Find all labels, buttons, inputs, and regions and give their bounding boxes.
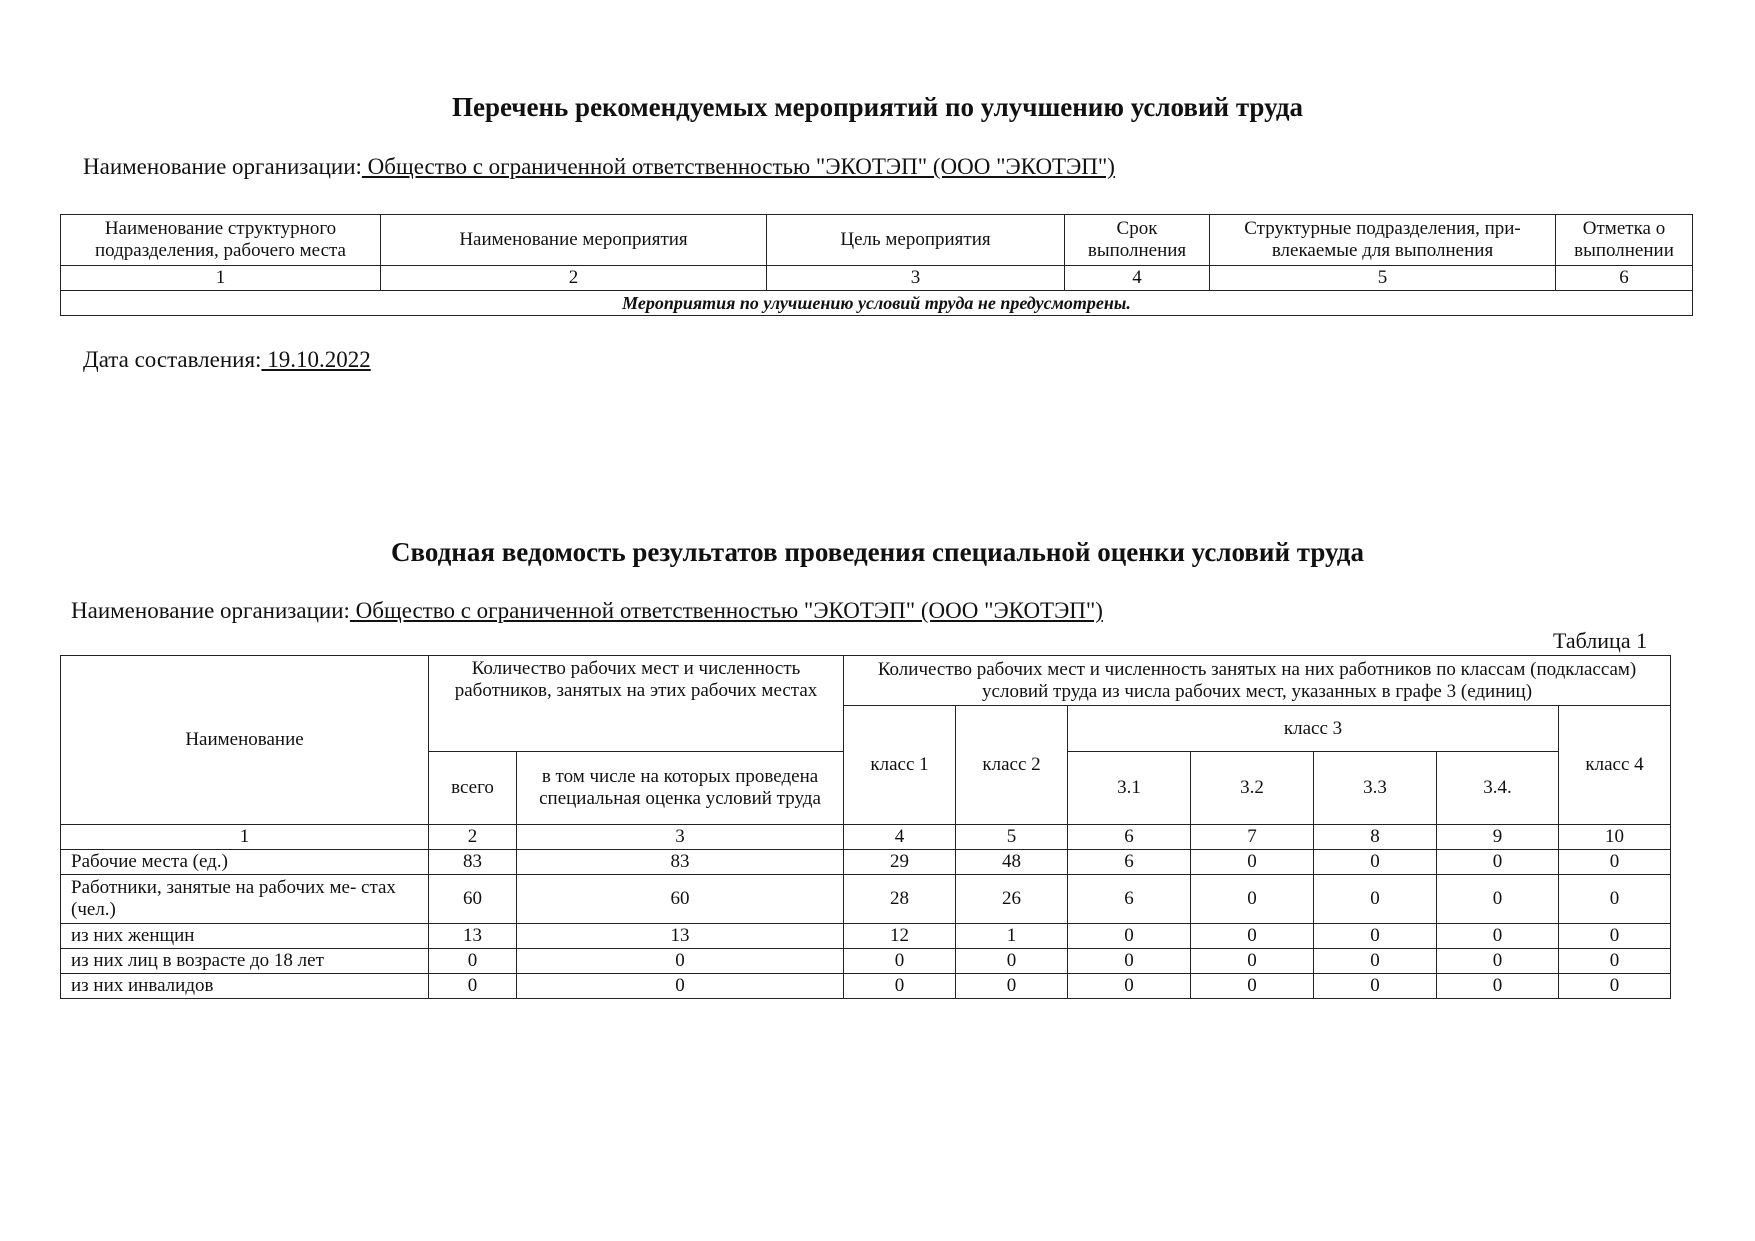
header-sub-3-3: 3.3 <box>1314 752 1437 825</box>
cell-value: 0 <box>429 974 517 999</box>
cell-value: 60 <box>429 875 517 924</box>
header-name: Наименование <box>61 656 429 825</box>
date-value: 19.10.2022 <box>261 347 371 372</box>
table-row <box>61 924 1671 949</box>
cell-value: 6 <box>1068 875 1191 924</box>
date-label: Дата составления: <box>83 347 262 372</box>
org-label: Наименование организации: <box>83 154 362 179</box>
header-class2: класс 2 <box>956 706 1068 825</box>
section2-org-line <box>71 598 1103 624</box>
column-number: 4 <box>1065 266 1210 291</box>
header-group1: Количество рабочих мест и численность работников, занятых на этих рабочих местах <box>429 656 844 752</box>
cell-value: 0 <box>844 949 956 974</box>
cell-value: 0 <box>1437 974 1559 999</box>
cell-value: 6 <box>1068 850 1191 875</box>
cell-value: 29 <box>844 850 956 875</box>
table-row <box>61 974 1671 999</box>
org-value: Общество с ограниченной ответственностью "ЭКОТЭП" (ООО "ЭКОТЭП") <box>361 154 1115 179</box>
header-assessed: в том числе на которых проведена специальная оценка условий труда <box>517 752 844 825</box>
cell-value: 1 <box>956 924 1068 949</box>
cell-value: 0 <box>1191 850 1314 875</box>
table-row <box>61 850 1671 875</box>
measures-number-row <box>61 266 1693 291</box>
cell-value: 0 <box>517 949 844 974</box>
measures-table <box>60 214 1693 316</box>
cell-value: 83 <box>517 850 844 875</box>
header-class3: класс 3 <box>1068 706 1559 752</box>
column-number: 3 <box>767 266 1065 291</box>
header-cell: Срок выполнения <box>1065 215 1210 266</box>
section2-title: Сводная ведомость результатов проведения специальной оценки условий труда <box>391 537 1364 567</box>
header-cell: Отметка о выполнении <box>1556 215 1693 266</box>
cell-value: 0 <box>844 974 956 999</box>
row-name: Рабочие места (ед.) <box>61 850 429 875</box>
header-total: всего <box>429 752 517 825</box>
cell-value: 0 <box>1314 924 1437 949</box>
org-label: Наименование организации: <box>71 598 350 623</box>
summary-header-row-1 <box>61 656 1671 706</box>
cell-value: 0 <box>1314 850 1437 875</box>
cell-value: 0 <box>956 949 1068 974</box>
measures-note: Мероприятия по улучшению условий труда не предусмотрены. <box>61 291 1693 316</box>
header-cell: Цель мероприятия <box>767 215 1065 266</box>
cell-value: 83 <box>429 850 517 875</box>
header-sub-3-1: 3.1 <box>1068 752 1191 825</box>
column-number: 7 <box>1191 825 1314 850</box>
cell-value: 0 <box>1068 924 1191 949</box>
cell-value: 0 <box>429 949 517 974</box>
column-number: 1 <box>61 266 381 291</box>
cell-value: 0 <box>1559 949 1671 974</box>
header-group2: Количество рабочих мест и численность занятых на них работников по классам (подклассам) условий труда из числа рабочих мест, указанных в графе 3 (единиц) <box>844 656 1671 706</box>
summary-table <box>60 655 1671 999</box>
column-number: 2 <box>381 266 767 291</box>
cell-value: 26 <box>956 875 1068 924</box>
section1-org-line <box>83 154 1115 180</box>
summary-number-row <box>61 825 1671 850</box>
column-number: 2 <box>429 825 517 850</box>
header-sub-3-2: 3.2 <box>1191 752 1314 825</box>
column-number: 6 <box>1556 266 1693 291</box>
cell-value: 48 <box>956 850 1068 875</box>
table-number: Таблица 1 <box>1553 628 1648 653</box>
row-name: из них женщин <box>61 924 429 949</box>
table-row <box>61 949 1671 974</box>
measures-note-row <box>61 291 1693 316</box>
cell-value: 0 <box>1314 875 1437 924</box>
column-number: 5 <box>1210 266 1556 291</box>
row-name: Работники, занятые на рабочих ме- стах (чел.) <box>61 875 429 924</box>
section1-title: Перечень рекомендуемых мероприятий по улучшению условий труда <box>451 92 1304 122</box>
header-class1: класс 1 <box>844 706 956 825</box>
row-name: из них инвалидов <box>61 974 429 999</box>
cell-value: 0 <box>1068 949 1191 974</box>
column-number: 4 <box>844 825 956 850</box>
header-cell: Структурные подразделения, при- влекаемые для выполнения <box>1210 215 1556 266</box>
cell-value: 0 <box>1191 974 1314 999</box>
cell-value: 0 <box>1559 974 1671 999</box>
cell-value: 0 <box>1314 949 1437 974</box>
cell-value: 0 <box>1437 949 1559 974</box>
column-number: 8 <box>1314 825 1437 850</box>
table-row <box>61 875 1671 924</box>
cell-value: 0 <box>1559 875 1671 924</box>
cell-value: 60 <box>517 875 844 924</box>
column-number: 1 <box>61 825 429 850</box>
org-value: Общество с ограниченной ответственностью "ЭКОТЭП" (ООО "ЭКОТЭП") <box>349 598 1103 623</box>
column-number: 3 <box>517 825 844 850</box>
column-number: 9 <box>1437 825 1559 850</box>
header-cell: Наименование структурного подразделения, рабочего места <box>61 215 381 266</box>
cell-value: 0 <box>1559 924 1671 949</box>
header-class4: класс 4 <box>1559 706 1671 825</box>
column-number: 6 <box>1068 825 1191 850</box>
date-line <box>83 347 371 373</box>
cell-value: 0 <box>1191 949 1314 974</box>
cell-value: 0 <box>1437 875 1559 924</box>
cell-value: 12 <box>844 924 956 949</box>
cell-value: 0 <box>1437 924 1559 949</box>
cell-value: 0 <box>1191 875 1314 924</box>
header-sub-3-4: 3.4. <box>1437 752 1559 825</box>
cell-value: 0 <box>517 974 844 999</box>
cell-value: 0 <box>1559 850 1671 875</box>
cell-value: 0 <box>1314 974 1437 999</box>
cell-value: 28 <box>844 875 956 924</box>
measures-header-row <box>61 215 1693 266</box>
cell-value: 0 <box>956 974 1068 999</box>
header-cell: Наименование мероприятия <box>381 215 767 266</box>
cell-value: 0 <box>1437 850 1559 875</box>
cell-value: 0 <box>1068 974 1191 999</box>
row-name: из них лиц в возрасте до 18 лет <box>61 949 429 974</box>
column-number: 10 <box>1559 825 1671 850</box>
cell-value: 13 <box>517 924 844 949</box>
column-number: 5 <box>956 825 1068 850</box>
cell-value: 0 <box>1191 924 1314 949</box>
cell-value: 13 <box>429 924 517 949</box>
